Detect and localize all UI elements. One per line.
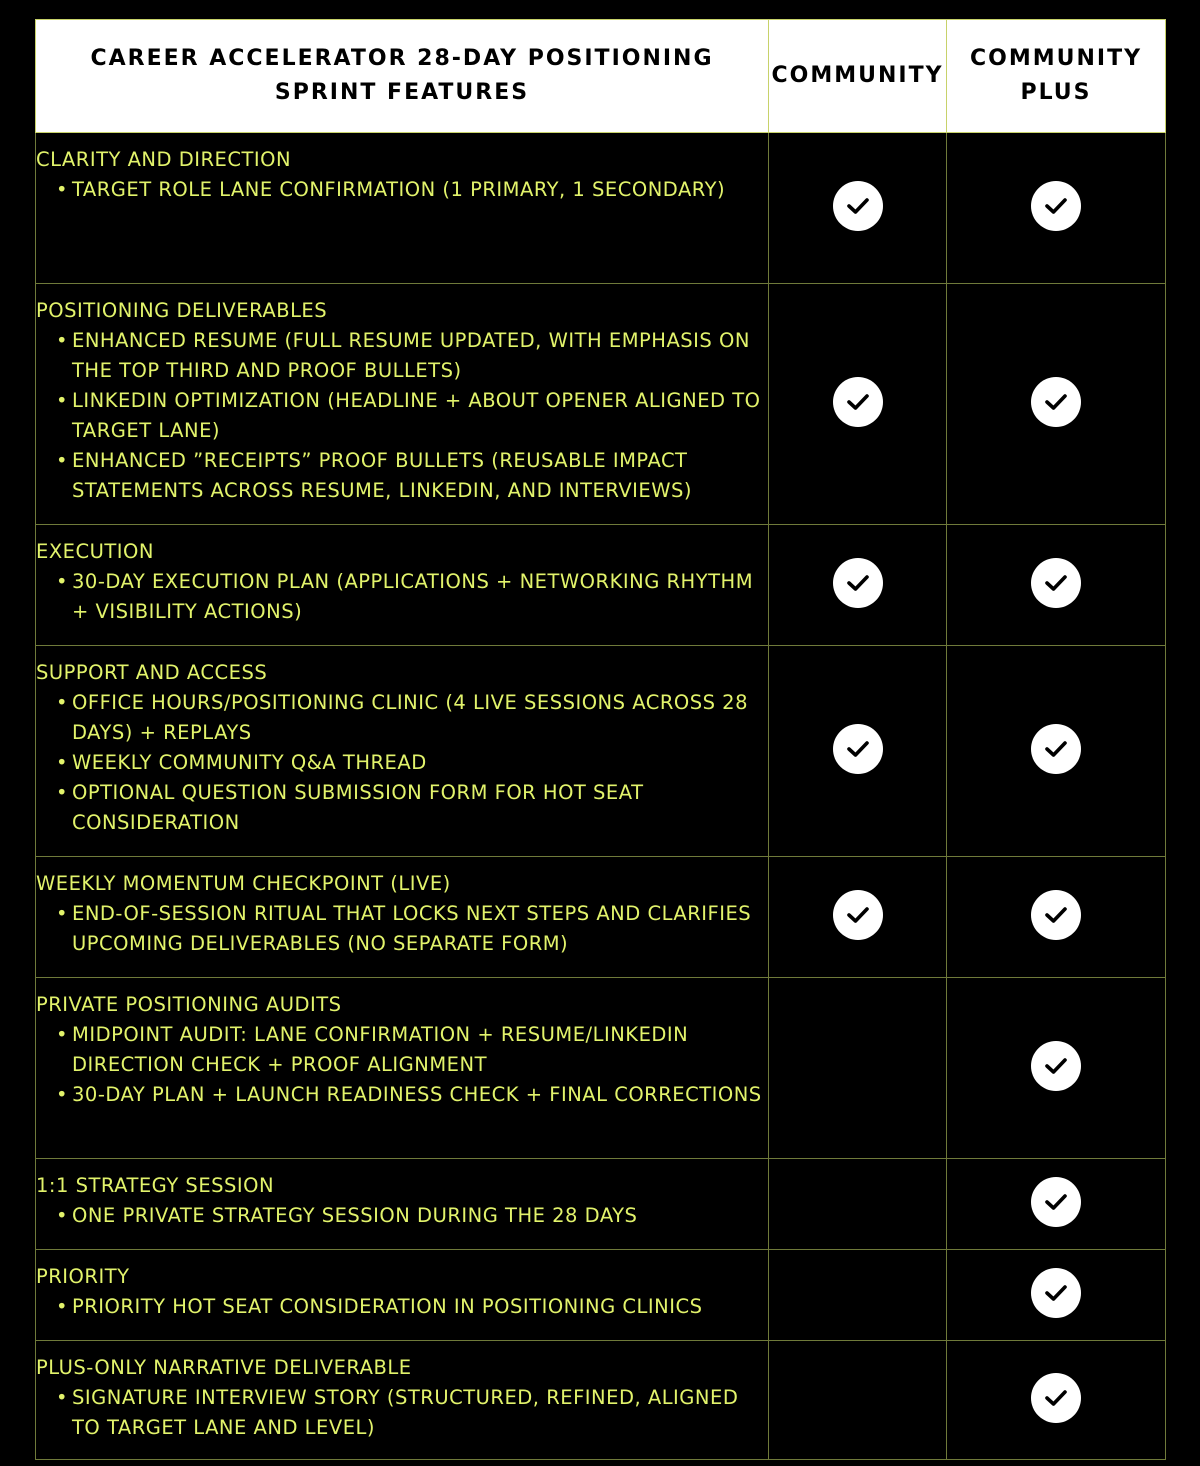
feature-bullet-item <box>36 688 768 748</box>
community-plus-column-header: COMMUNITY PLUS <box>947 20 1166 133</box>
community-plus-check-cell <box>947 1250 1166 1341</box>
community-plus-check-cell <box>947 525 1166 646</box>
feature-bullet-text: 30-DAY EXECUTION PLAN (APPLICATIONS + NETWORKING RHYTHM + VISIBILITY ACTIONS) <box>72 570 754 623</box>
table-row <box>36 133 1166 284</box>
check-circle-icon <box>1031 558 1081 608</box>
feature-bullet-item <box>36 748 768 778</box>
bullet-dot-icon: • <box>56 1083 69 1106</box>
feature-bullet-list <box>36 688 768 838</box>
community-column-header: COMMUNITY <box>769 20 947 133</box>
bullet-dot-icon: • <box>56 329 69 352</box>
check-circle-icon <box>1031 1373 1081 1423</box>
check-circle-icon <box>1031 181 1081 231</box>
feature-section-title: EXECUTION <box>36 540 154 563</box>
bullet-dot-icon: • <box>56 1204 69 1227</box>
features-column-header: CAREER ACCELERATOR 28-DAY POSITIONING SPRINT FEATURES <box>36 20 769 133</box>
check-circle-icon <box>833 558 883 608</box>
community-plus-check-cell <box>947 646 1166 857</box>
community-check-cell <box>769 284 947 525</box>
feature-bullet-item <box>36 386 768 446</box>
feature-section-title: PRIORITY <box>36 1265 130 1288</box>
table-row <box>36 857 1166 978</box>
feature-bullet-text: LINKEDIN OPTIMIZATION (HEADLINE + ABOUT OPENER ALIGNED TO TARGET LANE) <box>72 389 761 442</box>
bullet-dot-icon: • <box>56 902 69 925</box>
bullet-dot-icon: • <box>56 1386 69 1409</box>
community-check-cell <box>769 133 947 284</box>
check-circle-icon <box>1031 1268 1081 1318</box>
feature-bullet-list <box>36 1383 768 1443</box>
feature-section-title: PRIVATE POSITIONING AUDITS <box>36 993 342 1016</box>
feature-bullet-text: TARGET ROLE LANE CONFIRMATION (1 PRIMARY, 1 SECONDARY) <box>72 178 726 201</box>
feature-bullet-text: WEEKLY COMMUNITY Q&A THREAD <box>72 751 427 774</box>
feature-bullet-text: 30-DAY PLAN + LAUNCH READINESS CHECK + FINAL CORRECTIONS <box>72 1083 762 1106</box>
community-plus-check-cell <box>947 1159 1166 1250</box>
feature-bullet-text: ONE PRIVATE STRATEGY SESSION DURING THE 28 DAYS <box>72 1204 638 1227</box>
feature-bullet-item <box>36 175 768 205</box>
feature-cell <box>36 1159 769 1250</box>
table-row <box>36 978 1166 1159</box>
community-check-cell <box>769 646 947 857</box>
community-plus-check-cell <box>947 133 1166 284</box>
feature-cell <box>36 646 769 857</box>
feature-bullet-text: PRIORITY HOT SEAT CONSIDERATION IN POSITIONING CLINICS <box>72 1295 703 1318</box>
bullet-dot-icon: • <box>56 570 69 593</box>
community-plus-check-cell <box>947 857 1166 978</box>
bullet-dot-icon: • <box>56 1295 69 1318</box>
community-plus-check-cell <box>947 978 1166 1159</box>
feature-bullet-item <box>36 899 768 959</box>
table-row <box>36 284 1166 525</box>
bullet-dot-icon: • <box>56 781 69 804</box>
feature-bullet-list <box>36 899 768 959</box>
check-circle-icon <box>1031 1041 1081 1091</box>
feature-bullet-item <box>36 567 768 627</box>
feature-cell <box>36 284 769 525</box>
feature-cell <box>36 857 769 978</box>
feature-bullet-text: ENHANCED RESUME (FULL RESUME UPDATED, WITH EMPHASIS ON THE TOP THIRD AND PROOF BULLETS) <box>72 329 750 382</box>
feature-comparison-table <box>35 19 1166 1460</box>
feature-bullet-item <box>36 1383 768 1443</box>
bullet-dot-icon: • <box>56 751 69 774</box>
community-check-cell <box>769 1250 947 1341</box>
feature-bullet-text: OFFICE HOURS/POSITIONING CLINIC (4 LIVE SESSIONS ACROSS 28 DAYS) + REPLAYS <box>72 691 748 744</box>
feature-bullet-list <box>36 567 768 627</box>
feature-bullet-text: MIDPOINT AUDIT: LANE CONFIRMATION + RESUME/LINKEDIN DIRECTION CHECK + PROOF ALIGNMENT <box>72 1023 689 1076</box>
check-circle-icon <box>833 724 883 774</box>
community-plus-check-cell <box>947 284 1166 525</box>
feature-section-title: SUPPORT AND ACCESS <box>36 661 268 684</box>
feature-section-title: CLARITY AND DIRECTION <box>36 148 292 171</box>
check-circle-icon <box>1031 890 1081 940</box>
check-circle-icon <box>833 890 883 940</box>
feature-cell <box>36 133 769 284</box>
feature-bullet-list <box>36 1020 768 1110</box>
community-plus-check-cell <box>947 1341 1166 1460</box>
feature-cell <box>36 525 769 646</box>
bullet-dot-icon: • <box>56 691 69 714</box>
community-check-cell <box>769 978 947 1159</box>
feature-bullet-item <box>36 1201 768 1231</box>
table-header-row <box>36 20 1166 133</box>
feature-bullet-list <box>36 175 768 205</box>
feature-cell <box>36 1341 769 1460</box>
feature-bullet-item <box>36 1020 768 1080</box>
feature-cell <box>36 978 769 1159</box>
feature-section-title: WEEKLY MOMENTUM CHECKPOINT (LIVE) <box>36 872 451 895</box>
bullet-dot-icon: • <box>56 449 69 472</box>
feature-bullet-list <box>36 326 768 506</box>
feature-section-title: POSITIONING DELIVERABLES <box>36 299 328 322</box>
feature-bullet-list <box>36 1292 768 1322</box>
check-circle-icon <box>1031 377 1081 427</box>
feature-bullet-item <box>36 326 768 386</box>
feature-bullet-text: ENHANCED ”RECEIPTS” PROOF BULLETS (REUSABLE IMPACT STATEMENTS ACROSS RESUME, LINKEDIN, AND INTERVIEWS) <box>72 449 693 502</box>
community-check-cell <box>769 857 947 978</box>
feature-bullet-text: END-OF-SESSION RITUAL THAT LOCKS NEXT STEPS AND CLARIFIES UPCOMING DELIVERABLES (NO SEPARATE FORM) <box>72 902 752 955</box>
bullet-dot-icon: • <box>56 389 69 412</box>
community-check-cell <box>769 1159 947 1250</box>
bullet-dot-icon: • <box>56 1023 69 1046</box>
check-circle-icon <box>1031 1177 1081 1227</box>
feature-bullet-text: OPTIONAL QUESTION SUBMISSION FORM FOR HOT SEAT CONSIDERATION <box>72 781 644 834</box>
feature-cell <box>36 1250 769 1341</box>
feature-bullet-item <box>36 446 768 506</box>
table-row <box>36 1159 1166 1250</box>
community-check-cell <box>769 1341 947 1460</box>
table-row <box>36 525 1166 646</box>
check-circle-icon <box>833 377 883 427</box>
feature-bullet-item <box>36 1080 768 1110</box>
table-body <box>36 133 1166 1460</box>
table-row <box>36 646 1166 857</box>
bullet-dot-icon: • <box>56 178 69 201</box>
table-row <box>36 1341 1166 1460</box>
check-circle-icon <box>833 181 883 231</box>
feature-section-title: 1:1 STRATEGY SESSION <box>36 1174 275 1197</box>
table-row <box>36 1250 1166 1341</box>
feature-bullet-item <box>36 1292 768 1322</box>
feature-bullet-item <box>36 778 768 838</box>
feature-section-title: PLUS-ONLY NARRATIVE DELIVERABLE <box>36 1356 412 1379</box>
feature-bullet-list <box>36 1201 768 1231</box>
check-circle-icon <box>1031 724 1081 774</box>
community-check-cell <box>769 525 947 646</box>
feature-bullet-text: SIGNATURE INTERVIEW STORY (STRUCTURED, REFINED, ALIGNED TO TARGET LANE AND LEVEL) <box>72 1386 739 1439</box>
